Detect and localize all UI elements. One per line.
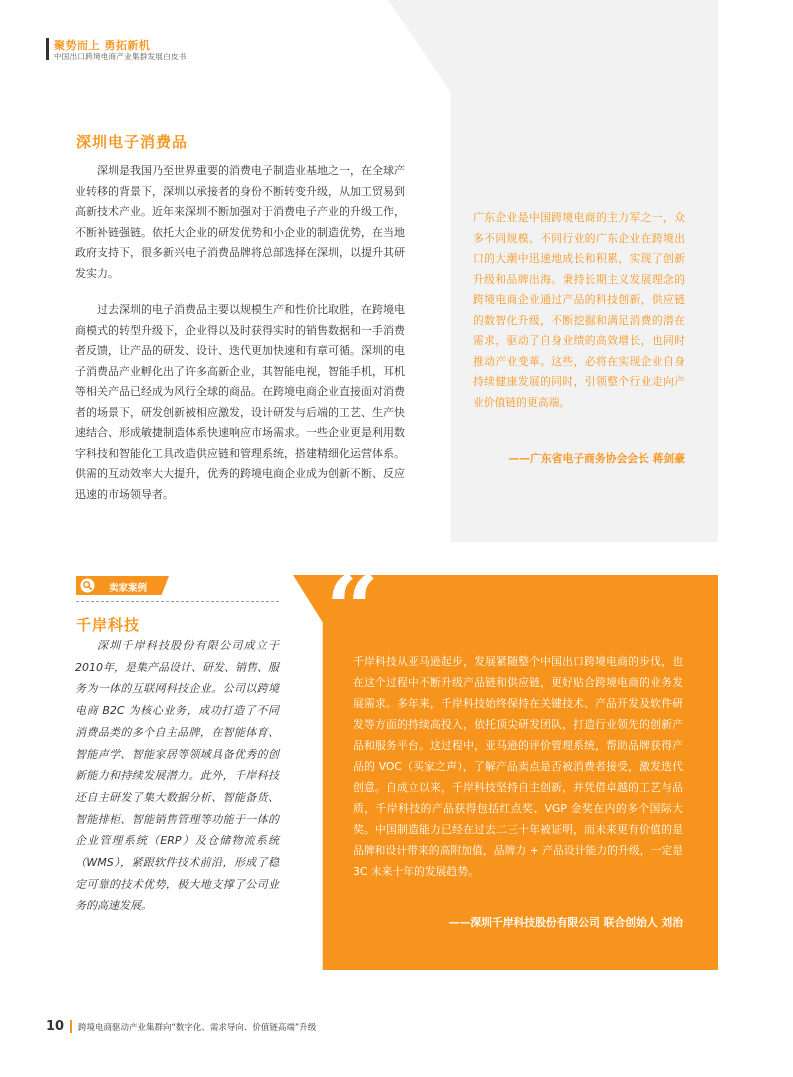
page-number: 10 <box>46 1019 65 1034</box>
magnifier-icon <box>80 578 95 593</box>
footer-accent-bar <box>70 1020 72 1033</box>
header-accent-bar <box>46 38 49 60</box>
header-subtitle: 中国出口跨境电商产业集群发展白皮书 <box>54 52 187 61</box>
founder-quote-attribution: ——深圳千岸科技股份有限公司 联合创始人 刘治 <box>448 916 683 929</box>
case-tag-label: 卖家案例 <box>109 583 148 594</box>
pull-quote-attribution: ——广东省电子商务协会会长 蒋剑豪 <box>508 452 685 465</box>
section-title: 深圳电子消费品 <box>76 133 189 151</box>
case-divider <box>76 601 279 602</box>
case-body <box>75 635 279 917</box>
section-paragraph-2 <box>75 300 405 505</box>
paragraph-text: 过去深圳的电子消费品主要以规模生产和性价比取胜，在跨境电商模式的转型升级下，企业得以及时获得实时的销售数据和一手消费者反馈，让产品的研发、设计、迭代更加快速和有章可循。深圳的电子消费品产业孵化出了许多高新企业，其智能电视，智能手机，耳机等相关产品已经成为风行全球的商品。在跨境电商企业直接面对消费者的场景下，研发创新被相应激发，设计研发与后端的工艺、生产快速结合、形成敏捷制造体系快速响应市场需求。一些企业更是利用数字科技和智能化工具改造供应链和管理系统，搭建精细化运营体系。供需的互动效率大大提升，优秀的跨境电商企业成为创新不断、反应迅速的市场领导者。 <box>75 303 405 501</box>
pull-quote-text: 广东企业是中国跨境电商的主力军之一，众多不同规模、不同行业的广东企业在跨境出口的大潮中迅速地成长和积累，实现了创新升级和品牌出海。秉持长期主义发展理念的跨境电商企业通过产品的科技创新，供应链的数智化升级，不断挖掘和满足消费的潜在需求，驱动了自身业绩的高效增长，也同时推动产业变革。这些，必将在实现企业自身持续健康发展的同时，引领整个行业走向产业价值链的更高端。 <box>473 211 685 409</box>
footer-text: 跨境电商驱动产业集群向“数字化、需求导向、价值链高端”升级 <box>78 1023 317 1033</box>
founder-quote-text: 千岸科技从亚马逊起步，发展紧随整个中国出口跨境电商的步伐，也在这个过程中不断升级产品链和供应链，更好贴合跨境电商的业务发展需求。多年来，千岸科技始终保持在关键技术、产品开发及软件研发等方面的持续高投入，依托顶尖研发团队，打造行业领先的创新产品和服务平台。这过程中，亚马逊的评价管理系统，帮助品牌获得产品的 VOC（买家之声），了解产品卖点是否被消费者接受，激发迭代创意。自成立以来，千岸科技坚持自主创新，并凭借卓越的工艺与品质，千岸科技的产品获得包括红点奖、VGP 金奖在内的多个国际大奖。中国制造能力已经在过去二三十年被证明，而未来更有价值的是品牌和设计带来的高附加值，品牌力 + 产品设计能力的升级，一定是 3C 未来十年的发展趋势。 <box>353 655 683 878</box>
case-title: 千岸科技 <box>76 616 141 634</box>
paragraph-text: 深圳是我国乃至世界重要的消费电子制造业基地之一，在全球产业转移的背景下，深圳以承接者的身份不断转变升级，从加工贸易到高新技术产业。近年来深圳不断加强对于消费电子产业的升级工作，不断补链强链。依托大企业的研发优势和小企业的制造优势，在当地政府支持下，很多新兴电子消费品牌将总部选择在深圳，以提升其研发实力。 <box>75 164 405 280</box>
header-title: 聚势而上 勇拓新机 <box>54 39 151 52</box>
section-paragraph-1 <box>75 161 405 284</box>
case-body-text: 深圳千岸科技股份有限公司成立于2010年，是集产品设计、研发、销售、服务为一体的互联网科技企业。公司以跨境电商 B2C 为核心业务，成功打造了不同消费品类的多个自主品牌，在智能体育、智能声学、智能家居等领域具备优秀的创新能力和持续发展潜力。此外，千岸科技还自主研发了集大数据分析、智能备货、智能排柜、智能销售管理等功能于一体的企业管理系统（ERP）及仓储物流系统（WMS），紧跟软件技术前沿，形成了稳定可靠的技术优势，极大地支撑了公司业务的高速发展。 <box>75 639 279 913</box>
quotation-mark-icon: “ <box>326 555 373 663</box>
